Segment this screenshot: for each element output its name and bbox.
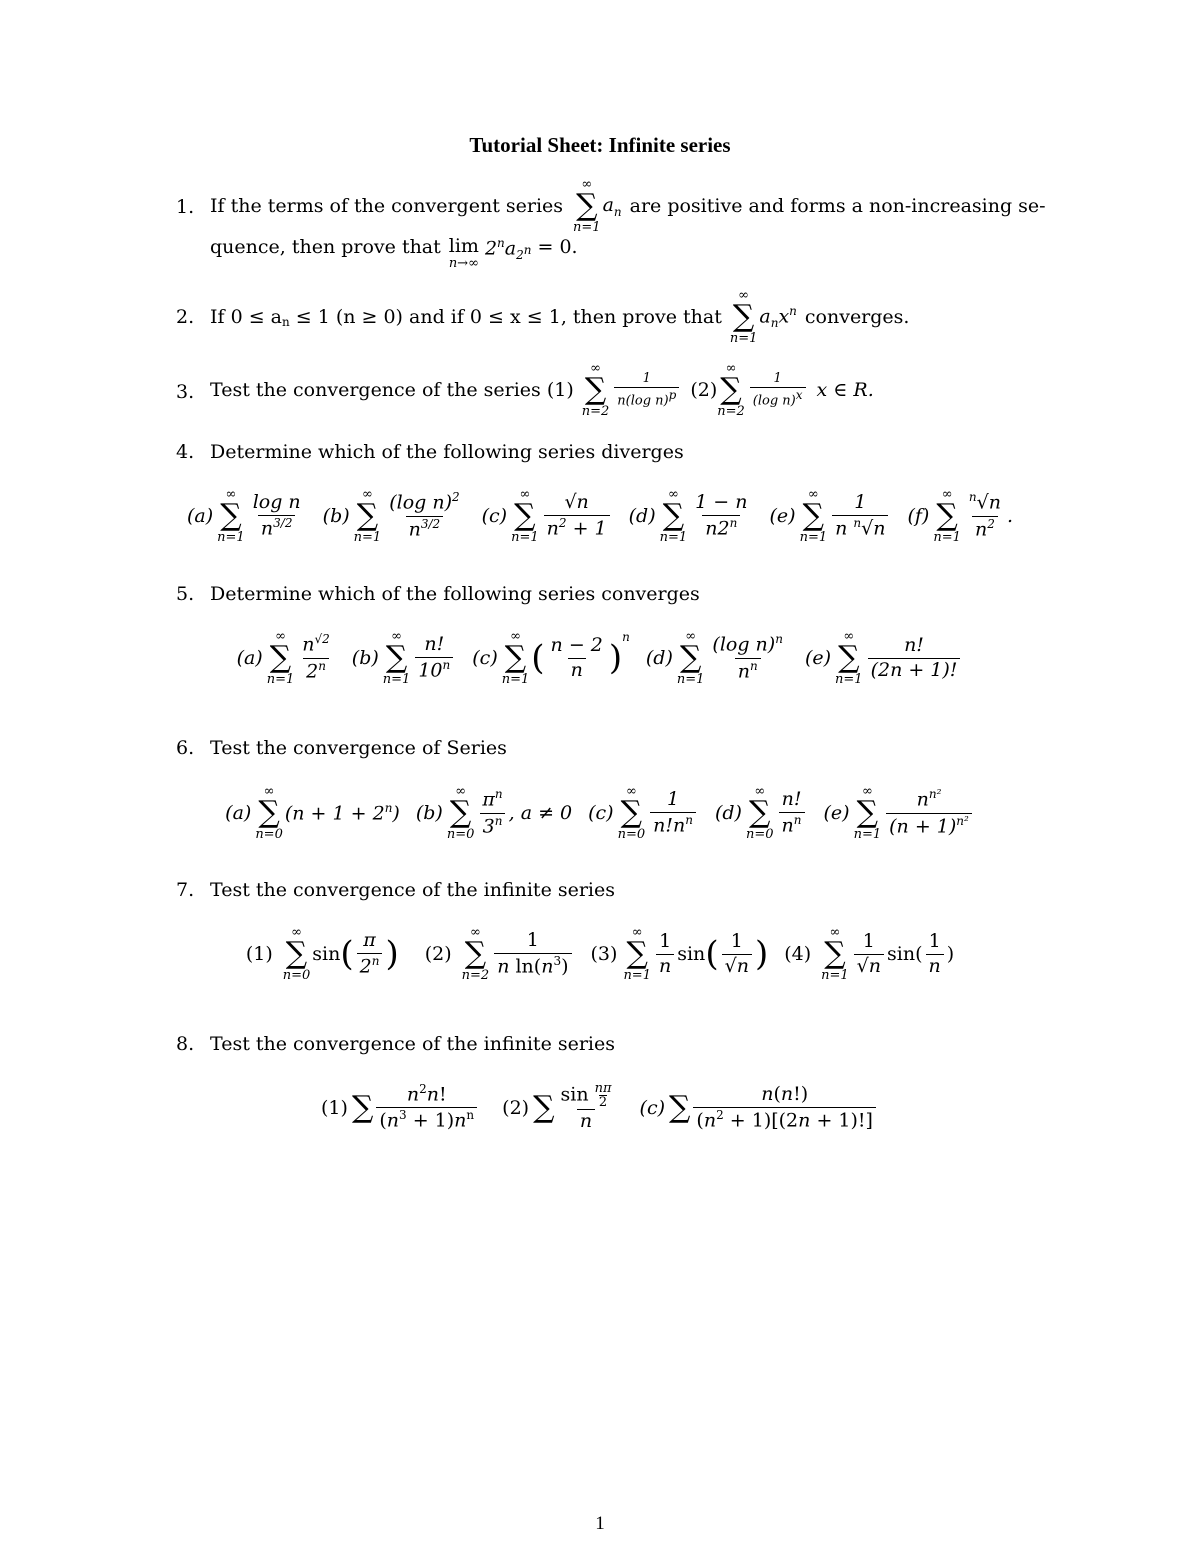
problem-5-number: 5. bbox=[176, 583, 195, 605]
problem-4-number: 4. bbox=[176, 441, 195, 463]
label-c: (c) bbox=[588, 802, 614, 824]
problem-8-number: 8. bbox=[176, 1033, 195, 1055]
label-b: (b) bbox=[351, 647, 379, 669]
label-b: (b) bbox=[415, 802, 443, 824]
problem-7-text: Test the convergence of the infinite series bbox=[210, 879, 616, 901]
problem-6-text: Test the convergence of Series bbox=[210, 737, 507, 759]
label-d: (d) bbox=[645, 647, 673, 669]
label-1: (1) bbox=[321, 1096, 348, 1119]
label-c: (c) bbox=[481, 505, 508, 527]
problem-4-series-row: (a) ∞ ∑ n=1 $\frac{\text{log n}}{n^{3/2}}$ (b) ∞ ∑ n=1 $\frac{(\log n)^2}{n^{3/2}}$ (c) ∞ ∑ n=1 $\frac{√n}{n^2 + 1}$ (d) ∞ ∑ n=1 $\frac{1 - n}{n2^n}$ (e) ∞ ∑ n=1 $\frac{1}{n ^n√n}$ (f) ∞ ∑ n=1 $\frac{^n√n}{n^2}$ . bbox=[186, 487, 1014, 545]
problem-6-series-row: (a) ∞ ∑ n=0 $(n + 1 + 2^n)$ (b) ∞ ∑ n=0 $\frac{\pi^n}{3^n}$ , a ≠ 0 (c) ∞ ∑ n=0 $\frac{1}{n!n^n}$ (d) ∞ ∑ n=0 $\frac{n!}{n^n}$ (e) ∞ ∑ n=1 $\frac{n^{n^2}}{(n + 1)^{n^2}}$ bbox=[0, 785, 1200, 841]
problem-3-text-c: x ∈ R. bbox=[816, 379, 874, 401]
problem-6-number: 6. bbox=[176, 737, 195, 759]
problem-8-text: Test the convergence of the infinite series bbox=[210, 1033, 616, 1055]
label-d: (d) bbox=[714, 802, 742, 824]
problem-3-text-b: (2) bbox=[690, 379, 718, 401]
label-e: (e) bbox=[769, 505, 796, 527]
problem-5-text: Determine which of the following series converges bbox=[210, 583, 700, 605]
page-title: Tutorial Sheet: Infinite series bbox=[469, 133, 731, 157]
label-2: (2) bbox=[424, 943, 452, 965]
problem-2-text-b: ≤ 1 (n ≥ 0) and if 0 ≤ x ≤ 1, then prove that bbox=[295, 306, 722, 328]
label-3: (3) bbox=[590, 943, 618, 965]
problem-2-text-a: If 0 ≤ a bbox=[210, 306, 282, 328]
label-e: (e) bbox=[804, 647, 832, 669]
problem-1-line-1: If the terms of the convergent series ∞ ∑ n=1 $a_n$ are positive and forms a non-increasing se- bbox=[210, 177, 1046, 235]
problem-1-text-d: = 0. bbox=[537, 236, 578, 258]
problem-5-series-row: (a) ∞ ∑ n=1 $\frac{n^{√2}}{2^n}$ (b) ∞ ∑ n=1 $\frac{n!}{10^n}$ (c) ∞ ∑ n=1 ( $\frac{n - 2}{n}$ ) $^n$ (d) ∞ ∑ n=1 $\frac{(\log n)^n}{n^n}$ (e) ∞ ∑ n=1 $\frac{n!}{(2n + 1)!}$ bbox=[0, 630, 1200, 686]
label-2: (2) bbox=[502, 1096, 530, 1119]
problem-1-text-b: are positive and forms a non-increasing se- bbox=[629, 195, 1046, 217]
label-a: (a) bbox=[225, 802, 252, 824]
label-d: (d) bbox=[628, 505, 656, 527]
label-1: (1) bbox=[245, 943, 273, 965]
label-a: (a) bbox=[236, 647, 263, 669]
problem-8-series-row: (1) ∑ $\frac{n^2n!}{(n^3 + 1)n^n}$ (2) ∑ sin $\frac{n\pi}{2}$ n (c) ∑ $\frac{n(n!)}{(n^2 + 1)[(2n + 1)!]}$ bbox=[0, 1082, 1200, 1134]
label-e: (e) bbox=[823, 802, 850, 824]
problem-2-number: 2. bbox=[176, 306, 195, 328]
problem-4-text: Determine which of the following series diverges bbox=[210, 441, 684, 463]
problem-1-text-c: quence, then prove that bbox=[210, 236, 441, 258]
problem-1-text-a: If the terms of the convergent series bbox=[210, 195, 564, 217]
problem-3-line: Test the convergence of the series (1) ∞ ∑ n=2 $\frac{1}{n(\log n)^p}$ (2) ∞ ∑ n=2 $\frac{1}{(\log n)^x}$ x ∈ R. bbox=[210, 361, 874, 419]
problem-7-number: 7. bbox=[176, 879, 195, 901]
problem-3-text-a: Test the convergence of the series (1) bbox=[210, 379, 574, 401]
label-4: (4) bbox=[784, 943, 812, 965]
label-a: (a) bbox=[186, 505, 214, 527]
problem-2-line: If 0 ≤ a $_n$ ≤ 1 (n ≥ 0) and if 0 ≤ x ≤ 1, then prove that ∞ ∑ n=1 $a_nx^n$ converges. bbox=[210, 288, 910, 346]
problem-1-line-2: quence, then prove that lim n→∞ $2^na_{2^n}$ = 0. bbox=[210, 235, 578, 271]
problem-1-number: 1. bbox=[176, 196, 195, 218]
label-f: (f) bbox=[907, 505, 930, 527]
page-number: 1 bbox=[595, 1513, 605, 1534]
label-b: (b) bbox=[322, 505, 350, 527]
label-c: (c) bbox=[472, 647, 498, 669]
problem-3-number: 3. bbox=[176, 381, 195, 403]
problem-7-series-row: (1) ∞ ∑ n=0 sin ( $\frac{\pi}{2^n}$ ) (2) ∞ ∑ n=2 $\frac{1}{n \ln(n^3)}$ (3) ∞ ∑ n=1 $\frac{1}{n}$ sin ( $\frac{1}{√n}$ ) (4) ∞ ∑ n=1 $\frac{1}{√n}$ sin( $\frac{1}{n}$ ) bbox=[245, 925, 955, 983]
problem-2-text-c: converges. bbox=[804, 306, 910, 328]
label-c: (c) bbox=[639, 1096, 665, 1119]
